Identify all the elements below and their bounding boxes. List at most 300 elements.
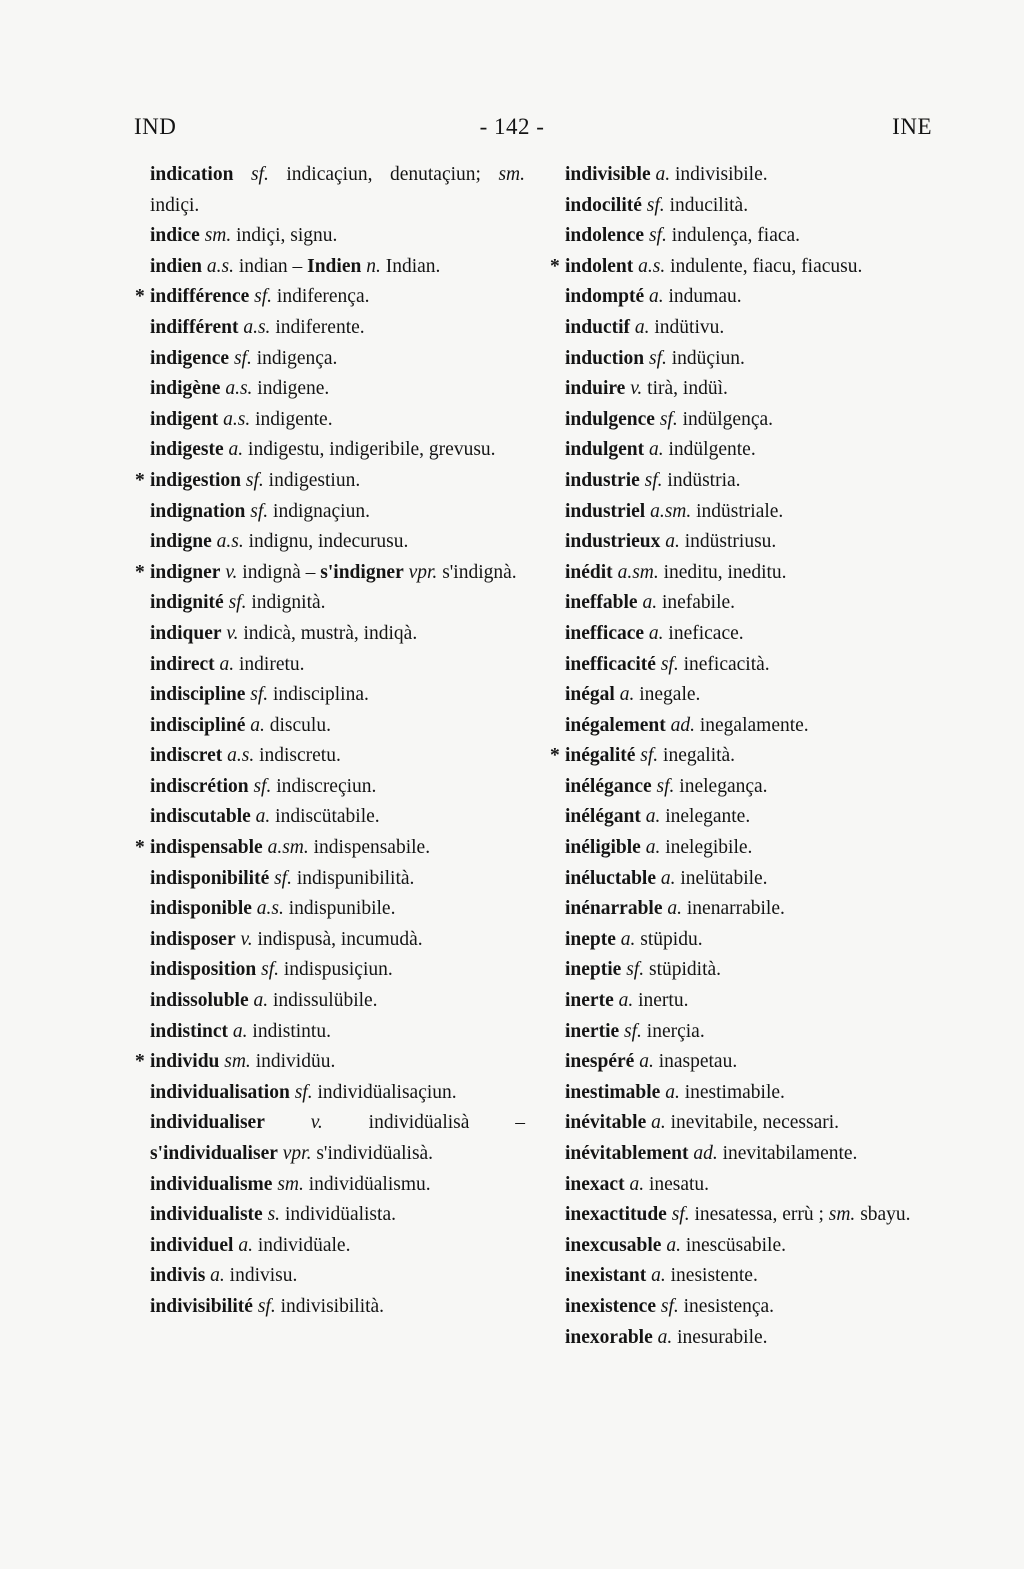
headword: induire (565, 378, 626, 400)
grammar-label: a.s. (638, 255, 666, 277)
headword: inestimable (565, 1081, 661, 1103)
definition-text: indisciplina. (268, 684, 369, 706)
headword: indigent (150, 408, 219, 430)
definition-text: ineficace. (663, 622, 744, 644)
definition-text: individüalisà – (322, 1112, 525, 1134)
dictionary-entry (565, 374, 937, 405)
headword: indisponibilité (150, 867, 270, 889)
dictionary-entry (565, 1017, 937, 1048)
definition-text: Indian. (380, 255, 441, 277)
headword: individualiser (150, 1112, 265, 1134)
definition-text: indülgente. (663, 439, 756, 461)
headword: inéluctable (565, 867, 656, 889)
headword: indisposer (150, 928, 236, 950)
headword: indignité (150, 592, 224, 614)
dictionary-entry (150, 1231, 525, 1262)
definition-text: inefabile. (657, 592, 736, 614)
definition-text: indivisibile. (670, 164, 768, 185)
headword: inévitablement (565, 1143, 689, 1164)
definition-text: indignu, indecurusu. (243, 531, 409, 553)
headword: s'individualiser (150, 1143, 278, 1164)
definition-text: indicaçiun, denutaçiun; (268, 164, 499, 185)
dictionary-entry (565, 497, 937, 528)
grammar-label: a. (238, 1234, 253, 1256)
headword: inexorable (565, 1326, 653, 1348)
grammar-label: a. (228, 439, 244, 461)
dictionary-entry (550, 741, 937, 772)
dictionary-entry (135, 282, 525, 313)
headword: indigner (150, 561, 221, 583)
headword: s'indigner (320, 561, 404, 583)
definition-text: inegalamente. (694, 714, 809, 736)
definition-text: indispunibile. (283, 898, 396, 920)
dictionary-entry (565, 527, 937, 558)
grammar-label: a.sm. (650, 500, 692, 522)
grammar-label: sf. (257, 1295, 276, 1317)
definition-text: indigença. (251, 347, 338, 369)
dictionary-entry (135, 1047, 525, 1078)
dictionary-entry (150, 588, 525, 619)
definition-text: indiretu. (234, 653, 305, 675)
dictionary-entry (565, 313, 937, 344)
definition-text: indiscreçiun. (271, 775, 377, 797)
dictionary-entry (565, 772, 937, 803)
headword: indocilité (565, 194, 642, 216)
headword: inénarrable (565, 898, 663, 920)
dictionary-entry (565, 711, 937, 742)
dictionary-entry (150, 1170, 525, 1201)
grammar-label: s. (267, 1204, 281, 1226)
headword: indien (150, 255, 203, 277)
headword: indisponible (150, 898, 252, 920)
definition-text: stüpidità. (644, 959, 722, 981)
headword: indivis (150, 1265, 206, 1287)
grammar-label: sf. (254, 286, 273, 308)
grammar-label: a. (648, 286, 664, 308)
grammar-label: sf. (274, 867, 292, 889)
grammar-label: a. (665, 531, 680, 553)
dictionary-entry (135, 466, 525, 497)
dictionary-entry (150, 405, 525, 436)
headword: industrie (565, 469, 640, 491)
grammar-label: sf. (646, 194, 665, 216)
dictionary-entry (565, 650, 937, 681)
grammar-label: a. (619, 684, 635, 706)
dictionary-entry (150, 772, 525, 803)
left-column (135, 160, 525, 1323)
dictionary-entry (150, 894, 525, 925)
dictionary-entry (150, 650, 525, 681)
grammar-label: sf. (250, 164, 269, 185)
grammar-label: a. (255, 806, 271, 828)
headword: indivisibilité (150, 1295, 253, 1317)
headword: individualisation (150, 1081, 290, 1103)
headword: individualiste (150, 1204, 263, 1226)
definition-text: individüale. (252, 1234, 351, 1256)
headword: indication (150, 164, 234, 185)
definition-text: indumau. (663, 286, 742, 308)
headword: indispensable (150, 837, 263, 859)
definition-text: inesatu. (644, 1173, 710, 1195)
definition-text: inegale. (634, 684, 701, 706)
headword: inertie (565, 1020, 620, 1042)
dictionary-entry (565, 1108, 937, 1139)
dictionary-entry (150, 374, 525, 405)
headword: inexistant (565, 1265, 647, 1287)
definition-text: indigente. (250, 408, 333, 430)
headword: indigestion (150, 469, 242, 491)
headword: indolence (565, 225, 645, 247)
definition-text: indiferente. (270, 316, 365, 338)
dictionary-entry (135, 833, 525, 864)
definition-text (233, 164, 251, 185)
asterisk-marker: * (135, 1051, 145, 1073)
right-column (550, 160, 937, 1353)
grammar-label: sf. (250, 500, 269, 522)
grammar-label: sf. (253, 775, 272, 797)
grammar-label: a. (620, 928, 636, 950)
grammar-label: sf. (659, 408, 678, 430)
running-head-left: IND (134, 114, 177, 139)
dictionary-entry (565, 1047, 937, 1078)
asterisk-marker: * (135, 469, 145, 491)
dictionary-entry (150, 741, 525, 772)
grammar-label: a.s. (243, 316, 271, 338)
dictionary-entry (565, 160, 937, 191)
headword: indigne (150, 531, 212, 553)
grammar-label: a. (645, 837, 661, 859)
grammar-label: a. (651, 1112, 666, 1134)
dictionary-entry (150, 435, 525, 466)
dictionary-entry (150, 619, 525, 650)
grammar-label: a. (253, 990, 269, 1012)
grammar-label: sf. (660, 1295, 679, 1317)
grammar-label: a.s. (206, 255, 234, 277)
dictionary-entry (150, 344, 525, 375)
definition-text: individüalista. (280, 1204, 396, 1226)
dictionary-entry (565, 191, 937, 222)
definition-text: stüpidu. (635, 928, 703, 950)
headword: inductif (565, 316, 631, 338)
definition-text: inelegibile. (660, 837, 753, 859)
grammar-label: sf. (624, 1020, 642, 1042)
grammar-label: a.s. (216, 531, 244, 553)
grammar-label: n. (366, 255, 381, 277)
grammar-label: ad. (693, 1143, 718, 1164)
definition-text: indigestu, indigeribile, grevusu. (243, 439, 496, 461)
grammar-label: a. (651, 1265, 666, 1287)
dictionary-entry (565, 986, 937, 1017)
grammar-label: a. (655, 164, 671, 185)
grammar-label: sf. (294, 1081, 313, 1103)
dictionary-entry (565, 833, 937, 864)
definition-text: inelegança. (674, 775, 768, 797)
grammar-label: a. (657, 1326, 673, 1348)
headword: industrieux (565, 531, 661, 553)
dictionary-entry (550, 252, 937, 283)
headword: individuel (150, 1234, 234, 1256)
headword: indignation (150, 500, 246, 522)
definition-text: indispusà, incumudà. (252, 928, 423, 950)
grammar-label: a. (666, 1234, 681, 1256)
definition-text (265, 1112, 311, 1133)
grammar-label: a. (665, 1081, 680, 1103)
dictionary-entry (565, 558, 937, 589)
grammar-label: a.s. (223, 408, 251, 430)
grammar-label: sf. (660, 653, 679, 675)
definition-text: inegalità. (658, 745, 736, 767)
grammar-label: sf. (250, 684, 269, 706)
definition-text: indispensabile. (308, 837, 431, 859)
headword: individu (150, 1051, 220, 1073)
definition-text: individüu. (250, 1051, 336, 1073)
dictionary-entry (565, 1170, 937, 1201)
definition-text: indispusiçiun. (279, 959, 393, 981)
grammar-label: sm. (277, 1173, 304, 1195)
headword: inespéré (565, 1051, 635, 1073)
definition-text: inevitabile, necessari. (665, 1112, 840, 1134)
definition-text: tirà, indüì. (642, 378, 728, 400)
definition-text: indignà – (237, 561, 321, 583)
definition-text: indignità. (246, 592, 326, 614)
grammar-label: a. (250, 714, 265, 736)
dictionary-entry (565, 1078, 937, 1109)
dictionary-entry (150, 711, 525, 742)
dictionary-entry (150, 802, 525, 833)
headword: inexactitude (565, 1204, 667, 1226)
definition-text: indignaçiun. (268, 500, 370, 522)
headword: indompté (565, 286, 645, 308)
dictionary-entry (150, 497, 525, 528)
headword: indigence (150, 347, 230, 369)
dictionary-entry (565, 221, 937, 252)
definition-text: indivisu. (224, 1265, 298, 1287)
definition-text: disculu. (264, 714, 331, 736)
dictionary-entry (565, 466, 937, 497)
definition-text: indian – (234, 255, 308, 277)
dictionary-entry (565, 1323, 937, 1354)
headword: indiscret (150, 745, 223, 767)
dictionary-entry (150, 955, 525, 986)
dictionary-entry (150, 1078, 525, 1109)
definition-text: indiferença. (272, 286, 370, 308)
headword: indifférent (150, 316, 239, 338)
dictionary-entry (150, 221, 525, 252)
definition-text: inertu. (633, 990, 689, 1012)
running-head-right: INE (892, 114, 932, 139)
definition-text: indigestiun. (263, 469, 361, 491)
grammar-label: a.sm. (617, 561, 659, 583)
asterisk-marker: * (135, 561, 145, 583)
headword: inexact (565, 1173, 625, 1195)
headword: inexistence (565, 1295, 656, 1317)
headword: indistinct (150, 1020, 229, 1042)
page-number: - 142 - (479, 114, 545, 139)
headword: indulgent (565, 439, 645, 461)
grammar-label: v. (630, 378, 643, 400)
dictionary-entry (565, 955, 937, 986)
headword: indiquer (150, 622, 222, 644)
dictionary-entry (565, 344, 937, 375)
dictionary-entry (565, 588, 937, 619)
grammar-label: sf. (648, 225, 667, 247)
dictionary-entry (565, 864, 937, 895)
headword: indiscutable (150, 806, 251, 828)
grammar-label: sf. (644, 469, 663, 491)
definition-text: indissulübile. (268, 990, 378, 1012)
headword: indisposition (150, 959, 257, 981)
grammar-label: a. (618, 990, 634, 1012)
grammar-label: vpr. (282, 1143, 312, 1164)
dictionary-entry (565, 1200, 937, 1231)
headword: indirect (150, 653, 215, 675)
dictionary-entry (565, 405, 937, 436)
grammar-label: sf. (649, 347, 667, 369)
headword: indiscipliné (150, 714, 246, 736)
grammar-label: a. (219, 653, 235, 675)
definition-text: s'individüalisà. (311, 1143, 434, 1164)
headword: inévitable (565, 1112, 647, 1134)
dictionary-entry (565, 680, 937, 711)
asterisk-marker: * (550, 745, 560, 767)
grammar-label: sf. (640, 745, 659, 767)
grammar-label: sf. (228, 592, 247, 614)
dictionary-entry (565, 282, 937, 313)
dictionary-entry (150, 1200, 525, 1231)
definition-text: sbayu. (855, 1204, 911, 1226)
grammar-label: sf. (245, 469, 264, 491)
definition-text: inelegante. (660, 806, 751, 828)
headword: inerte (565, 990, 614, 1012)
grammar-label: v. (226, 622, 239, 644)
definition-text: indicà, mustrà, indiqà. (238, 622, 418, 644)
dictionary-entry (565, 619, 937, 650)
definition-text: indivisibilità. (275, 1295, 385, 1317)
headword: ineptie (565, 959, 622, 981)
grammar-label: v. (240, 928, 253, 950)
headword: inégalement (565, 714, 666, 736)
definition-text: ineditu, ineditu. (658, 561, 787, 583)
definition-text: individüalisaçiun. (312, 1081, 457, 1103)
grammar-label: ad. (670, 714, 695, 736)
grammar-label: a. (660, 867, 676, 889)
definition-text: indiscretu. (254, 745, 341, 767)
dictionary-entry (150, 313, 525, 344)
dictionary-entry (150, 160, 525, 221)
dictionary-entry (565, 1292, 937, 1323)
grammar-label: a. (634, 316, 650, 338)
grammar-label: sf. (261, 959, 279, 981)
dictionary-entry (150, 527, 525, 558)
grammar-label: sm. (224, 1051, 251, 1073)
headword: inélégance (565, 775, 652, 797)
headword: inepte (565, 928, 616, 950)
grammar-label: v. (225, 561, 238, 583)
dictionary-entry (150, 252, 525, 283)
grammar-label: a. (232, 1020, 248, 1042)
headword: indiscrétion (150, 775, 249, 797)
headword: inédit (565, 561, 613, 583)
dictionary-entry (565, 894, 937, 925)
definition-text: inaspetau. (653, 1051, 738, 1073)
headword: indice (150, 225, 200, 247)
headword: inégal (565, 684, 615, 706)
grammar-label: a. (629, 1173, 645, 1195)
definition-text: inesatessa, errù ; (689, 1204, 829, 1226)
grammar-label: sf. (671, 1204, 690, 1226)
headword: individualisme (150, 1173, 273, 1195)
definition-text: indüçiun. (666, 347, 745, 369)
dictionary-entry (150, 680, 525, 711)
dictionary-entry (565, 802, 937, 833)
definition-text: indispunibilità. (291, 867, 415, 889)
headword: indolent (565, 255, 634, 277)
dictionary-entry (150, 925, 525, 956)
dictionary-entry (150, 1108, 525, 1169)
dictionary-entry (150, 986, 525, 1017)
definition-text: inestimabile. (679, 1081, 785, 1103)
grammar-label: a. (648, 622, 664, 644)
grammar-label: a.s. (225, 378, 253, 400)
definition-text: indiscütabile. (270, 806, 380, 828)
definition-text: inenarrabile. (682, 898, 785, 920)
headword: inéligible (565, 837, 641, 859)
definition-text: indiçi. (150, 194, 200, 216)
definition-text: inesurabile. (672, 1326, 768, 1348)
asterisk-marker: * (135, 286, 145, 308)
grammar-label: a.sm. (267, 837, 309, 859)
headword: inefficacité (565, 653, 656, 675)
grammar-label: a. (645, 806, 661, 828)
dictionary-entry (150, 1261, 525, 1292)
asterisk-marker: * (135, 837, 145, 859)
definition-text: indigene. (252, 378, 330, 400)
definition-text: inerçia. (641, 1020, 705, 1042)
grammar-label: sf. (233, 347, 252, 369)
definition-text: inesistente. (665, 1265, 758, 1287)
headword: inégalité (565, 745, 636, 767)
definition-text: inevitabilamente. (717, 1143, 858, 1164)
definition-text: indütivu. (649, 316, 725, 338)
definition-text: indüstriale. (691, 500, 784, 522)
definition-text: inesistença. (678, 1295, 775, 1317)
grammar-label: v. (310, 1112, 323, 1134)
dictionary-entry (135, 558, 525, 589)
grammar-label: sf. (656, 775, 675, 797)
headword: indifférence (150, 286, 250, 308)
asterisk-marker: * (550, 255, 560, 277)
definition-text: s'indignà. (437, 561, 517, 583)
grammar-label: a. (649, 439, 664, 461)
definition-text: indulente, fiacu, fiacusu. (665, 255, 863, 277)
headword: indivisible (565, 164, 651, 185)
dictionary-entry (565, 435, 937, 466)
definition-text: indüstria. (662, 469, 741, 491)
dictionary-entry (565, 1261, 937, 1292)
dictionary-entry (150, 1017, 525, 1048)
grammar-label: sm. (498, 164, 525, 185)
definition-text: inducilità. (664, 194, 749, 216)
headword: Indien (307, 255, 362, 277)
definition-text: indüstriusu. (679, 531, 777, 553)
dictionary-entry (565, 925, 937, 956)
grammar-label: a. (642, 592, 658, 614)
grammar-label: a. (639, 1051, 654, 1073)
headword: indigeste (150, 439, 224, 461)
definition-text: indülgença. (677, 408, 774, 430)
headword: industriel (565, 500, 646, 522)
grammar-label: a. (667, 898, 682, 920)
